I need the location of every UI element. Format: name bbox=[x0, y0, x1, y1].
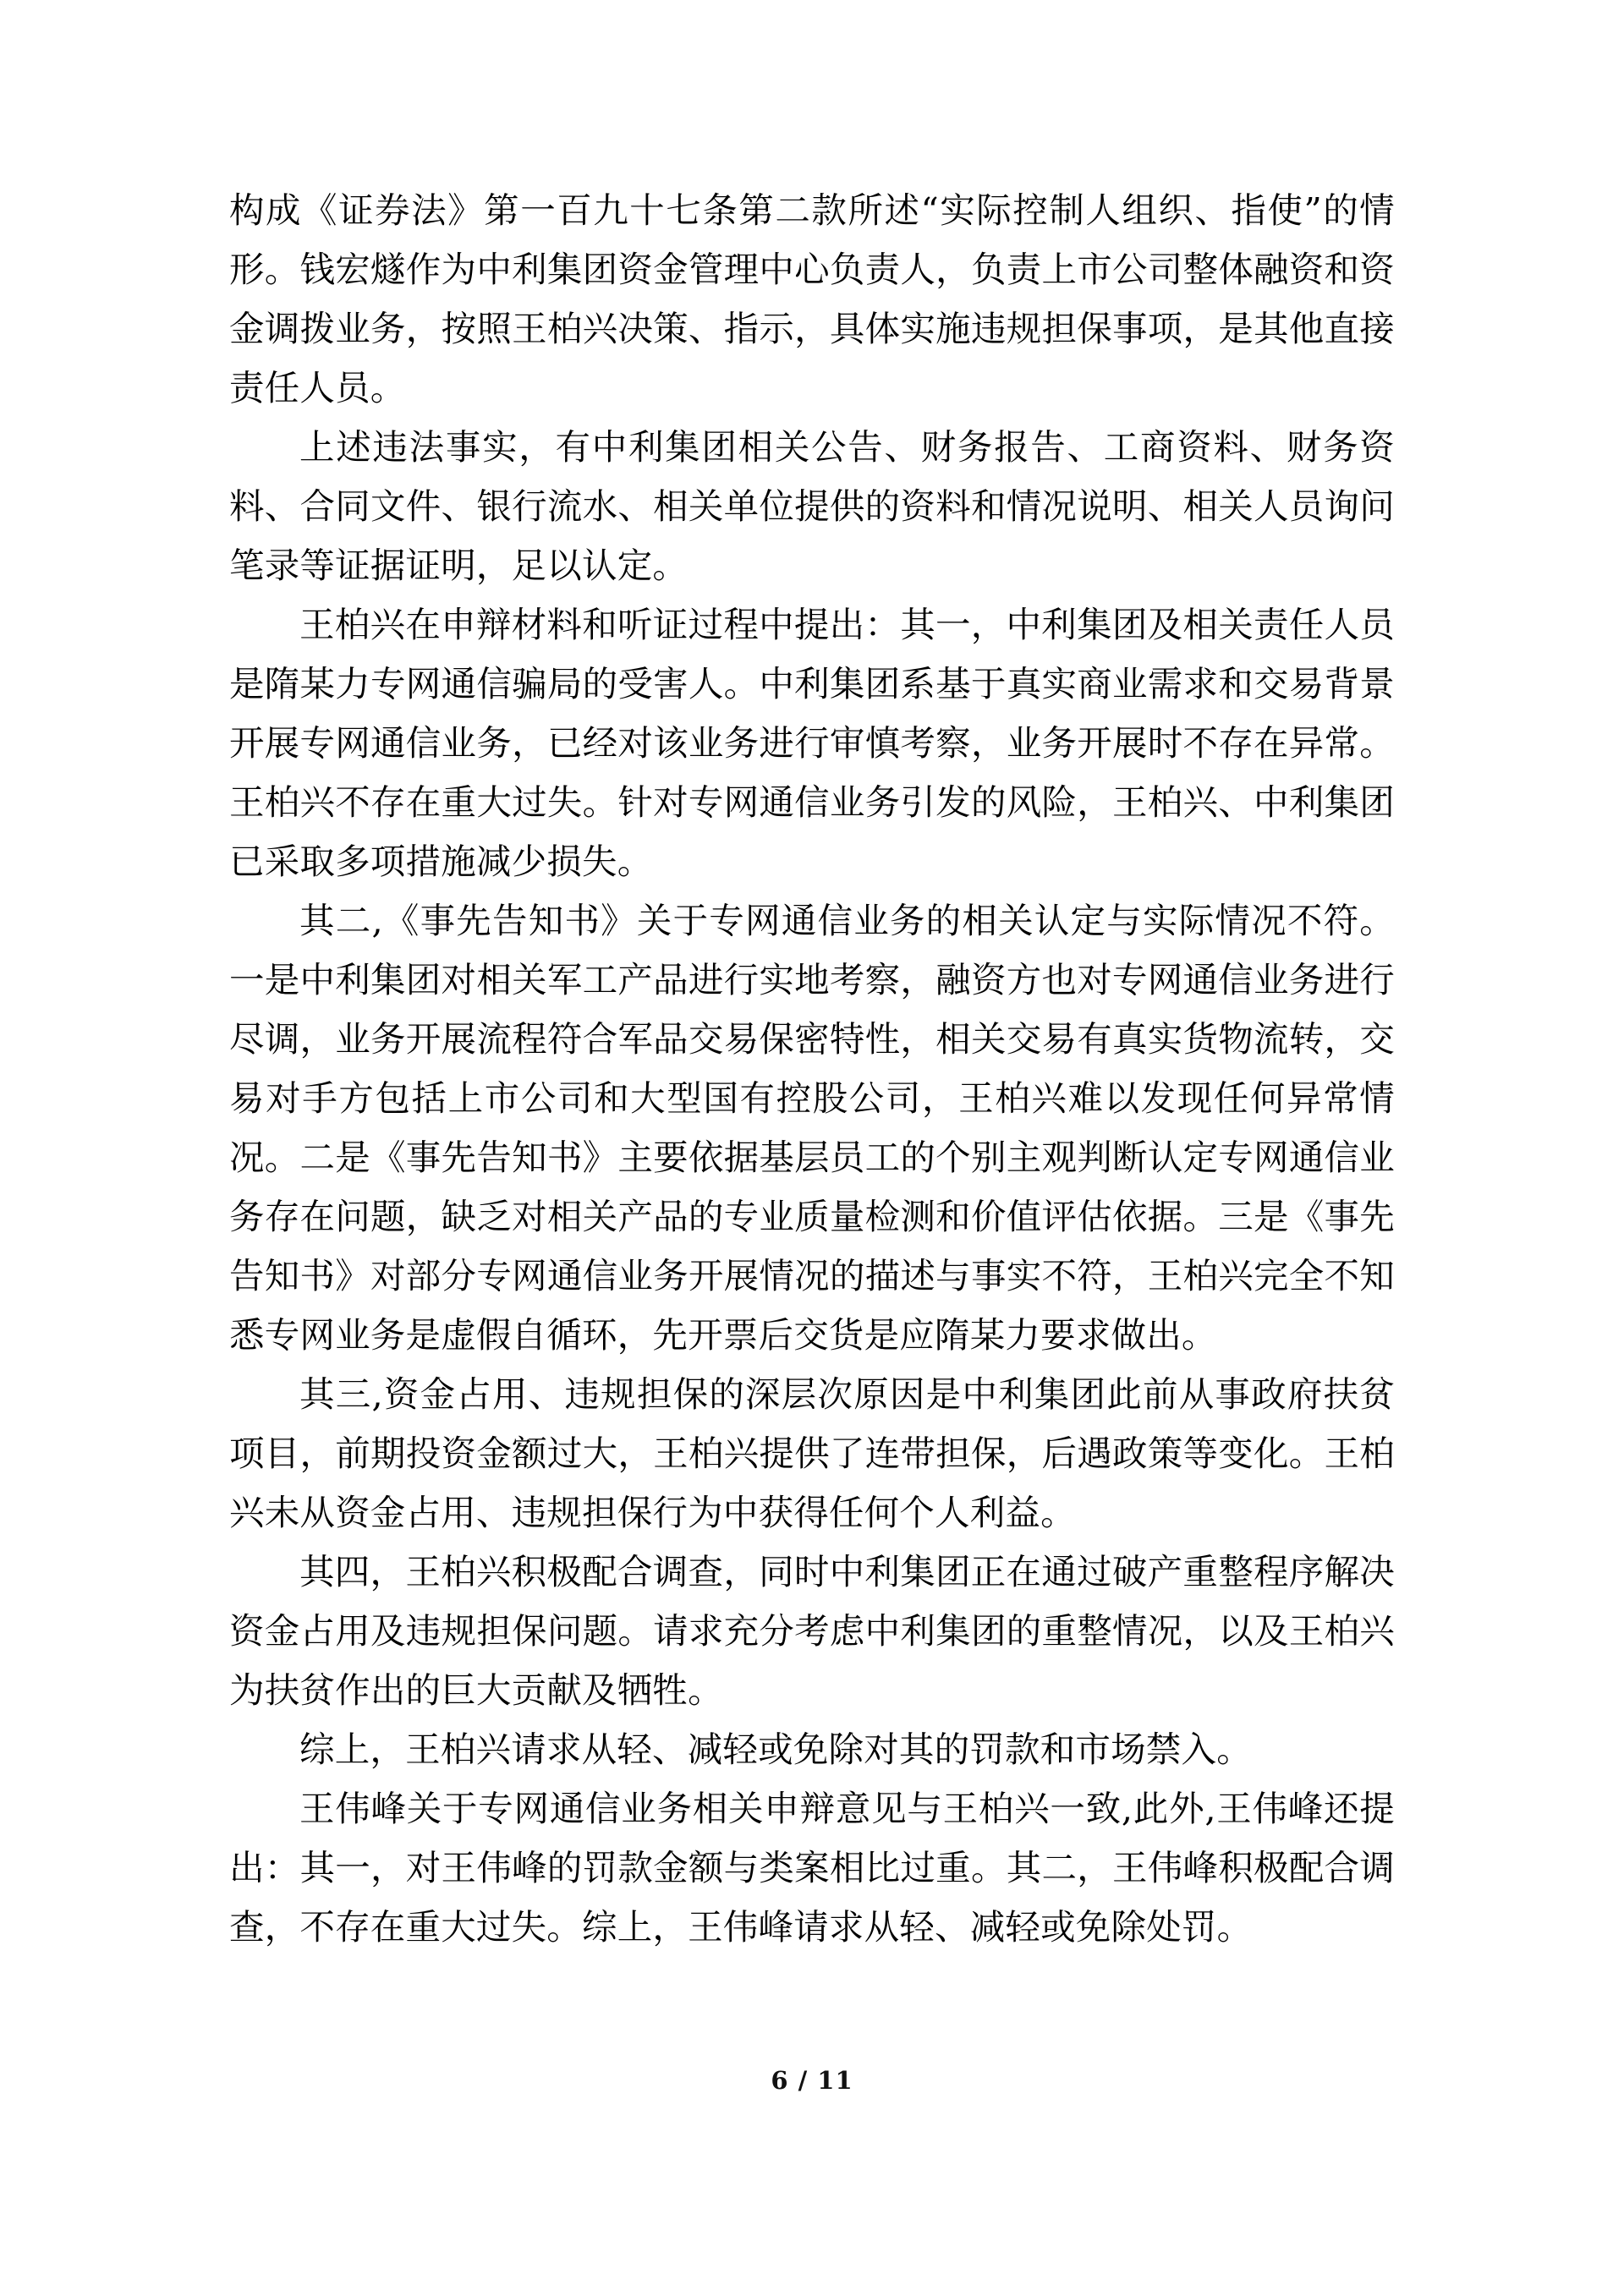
document-text-body bbox=[229, 181, 1395, 1957]
paragraph-defense-point-four: 其四，王柏兴积极配合调查，同时中利集团正在通过破产重整程序解决资金占用及违规担保问题。请求充分考虑中利集团的重整情况，以及王柏兴为扶贫作出的巨大贡献及牺牲。 bbox=[229, 1551, 1395, 1711]
paragraph-defense-point-three: 其三,资金占用、违规担保的深层次原因是中利集团此前从事政府扶贫项目，前期投资金额过大，王柏兴提供了连带担保，后遇政策等变化。王柏兴未从资金占用、违规担保行为中获得任何个人利益。 bbox=[229, 1373, 1395, 1533]
page-number: 6 / 11 bbox=[771, 2066, 853, 2095]
paragraph-evidence-summary: 上述违法事实，有中利集团相关公告、财务报告、工商资料、财务资料、合同文件、银行流水、相关单位提供的资料和情况说明、相关人员询问笔录等证据证明，足以认定。 bbox=[229, 426, 1395, 586]
paragraph-defense-point-two: 其二,《事先告知书》关于专网通信业务的相关认定与实际情况不符。一是中利集团对相关军工产品进行实地考察，融资方也对专网通信业务进行尽调，业务开展流程符合军品交易保密特性，相关交易有真实货物流转，交易对手方包括上市公司和大型国有控股公司，王柏兴难以发现任何异常情况。二是《事先告知书》主要依据基层员工的个别主观判断认定专网通信业务存在问题，缺乏对相关产品的专业质量检测和价值评估依据。三是《事先告知书》对部分专网通信业务开展情况的描述与事实不符，王柏兴完全不知悉专网业务是虚假自循环，先开票后交货是应隋某力要求做出。 bbox=[229, 900, 1395, 1356]
paragraph-defense-conclusion-wang-boxing: 综上，王柏兴请求从轻、减轻或免除对其的罚款和市场禁入。 bbox=[299, 1729, 1252, 1770]
paragraph-defense-wang-weifeng: 王伟峰关于专网通信业务相关申辩意见与王柏兴一致,此外,王伟峰还提出：其一，对王伟峰的罚款金额与类案相比过重。其二，王伟峰积极配合调查，不存在重大过失。综上，王伟峰请求从轻、减轻或免除处罚。 bbox=[229, 1788, 1395, 1948]
paragraph-continuation: 构成《证券法》第一百九十七条第二款所述“实际控制人组织、指使”的情形。钱宏燧作为中利集团资金管理中心负责人，负责上市公司整体融资和资金调拨业务，按照王柏兴决策、指示，具体实施违规担保事项，是其他直接责任人员。 bbox=[229, 189, 1395, 408]
paragraph-defense-point-one: 王柏兴在申辩材料和听证过程中提出：其一，中利集团及相关责任人员是隋某力专网通信骗局的受害人。中利集团系基于真实商业需求和交易背景开展专网通信业务，已经对该业务进行审慎考察，业务开展时不存在异常。王柏兴不存在重大过失。针对专网通信业务引发的风险，王柏兴、中利集团已采取多项措施减少损失。 bbox=[229, 604, 1395, 882]
page-footer bbox=[0, 2066, 1624, 2095]
